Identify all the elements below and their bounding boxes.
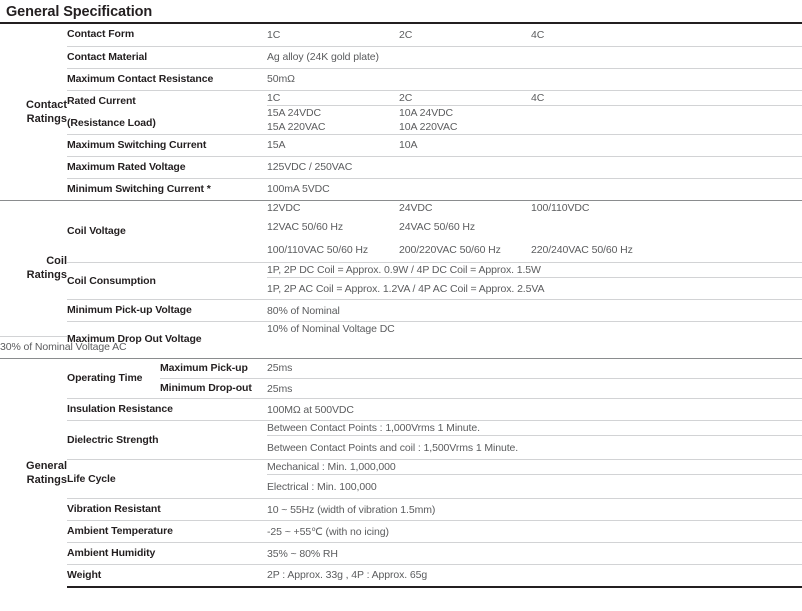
row-label: Vibration Resistant — [67, 499, 267, 521]
row-value: 10% of Nominal Voltage DC — [267, 322, 802, 337]
table-row — [0, 322, 802, 337]
general-specification-table — [0, 22, 802, 588]
section-label-line1: General — [26, 460, 67, 472]
row-value: 24VDC — [399, 201, 433, 214]
row-value — [399, 105, 531, 134]
table-row — [0, 156, 802, 178]
row-value: 35% ~ 80% RH — [267, 543, 802, 565]
row-value: 25ms — [267, 362, 293, 375]
row-value-header: 2C — [399, 90, 531, 105]
row-value-line2: 15A 220VAC — [267, 120, 326, 133]
row-value: 1P, 2P DC Coil = Approx. 0.9W / 4P DC Coil = Approx. 1.5W — [267, 263, 802, 278]
row-label: Contact Form — [67, 28, 135, 41]
row-value: 100/110VAC 50/60 Hz — [267, 244, 369, 257]
table-row — [0, 134, 802, 156]
row-value: Between Contact Points : 1,000Vrms 1 Minute. — [267, 421, 802, 436]
row-label: Coil Consumption — [67, 263, 267, 300]
row-value: 24VAC 50/60 Hz — [399, 220, 476, 233]
row-value: 125VDC / 250VAC — [267, 156, 802, 178]
table-row — [0, 90, 802, 105]
section-label-line2: Ratings — [26, 474, 67, 486]
table-row — [0, 300, 802, 322]
row-label: Ambient Humidity — [67, 543, 267, 565]
row-value: 50mΩ — [267, 68, 802, 90]
table-row — [0, 24, 802, 46]
row-label: Life Cycle — [67, 460, 267, 499]
row-value — [531, 215, 802, 239]
row-value: 25ms — [267, 379, 802, 399]
table-row — [0, 46, 802, 68]
row-value: 220/240VAC 50/60 Hz — [531, 244, 633, 257]
row-value: 100mA 5VDC — [267, 178, 802, 200]
row-value: 1C — [267, 28, 281, 41]
row-value-empty — [531, 105, 802, 134]
section-label-line2: Ratings — [26, 112, 67, 125]
row-label: Minimum Switching Current * — [67, 178, 267, 200]
row-label: Weight — [67, 565, 267, 587]
section-label-general-ratings — [0, 359, 67, 588]
page-title: General Specification — [6, 4, 153, 20]
row-label: Contact Material — [67, 46, 267, 68]
table-bottom-rule — [0, 587, 802, 588]
row-value: 100/110VDC — [531, 201, 590, 214]
table-row — [0, 336, 802, 358]
row-label: Ambient Temperature — [67, 521, 267, 543]
table-row — [0, 201, 802, 215]
row-value-header: 1C — [267, 90, 399, 105]
row-value: 80% of Nominal — [267, 300, 802, 322]
section-label-contact-ratings — [0, 24, 67, 200]
row-value: 15A — [267, 134, 399, 156]
row-label: Maximum Drop Out Voltage — [67, 322, 267, 359]
table-row — [0, 521, 802, 543]
row-value: 12VAC 50/60 Hz — [267, 220, 344, 233]
row-value: Mechanical : Min. 1,000,000 — [267, 460, 802, 475]
row-value: 2C — [399, 28, 413, 41]
table-row — [0, 499, 802, 521]
row-label — [67, 90, 267, 134]
row-value: Ag alloy (24K gold plate) — [267, 46, 802, 68]
row-label: Dielectric Strength — [67, 421, 267, 460]
row-sublabel: Minimum Drop-out — [160, 379, 267, 399]
row-label-line1: Rated Current — [67, 94, 136, 107]
section-label-line1: Contact — [26, 98, 67, 111]
row-value: 10A — [399, 134, 802, 156]
section-label-coil-ratings — [0, 201, 67, 337]
table-row — [0, 460, 802, 475]
row-value: 30% of Nominal Voltage AC — [0, 336, 267, 358]
row-label: Maximum Switching Current — [67, 134, 267, 156]
row-value: Electrical : Min. 100,000 — [267, 475, 802, 499]
row-label: Operating Time — [67, 371, 143, 384]
row-label-line2: (Resistance Load) — [67, 116, 156, 129]
row-value: 1P, 2P AC Coil = Approx. 1.2VA / 4P AC Coil = Approx. 2.5VA — [267, 278, 802, 300]
table-row — [0, 359, 802, 379]
section-label-line1: Coil — [46, 255, 67, 267]
row-value: 12VDC — [267, 201, 301, 214]
row-value: Between Contact Points and coil : 1,500Vrms 1 Minute. — [267, 436, 802, 460]
row-value-line1: 10A 24VDC — [399, 106, 453, 119]
row-value: -25 ~ +55℃ (with no icing) — [267, 521, 802, 543]
table-row — [0, 421, 802, 436]
row-value-header: 4C — [531, 90, 802, 105]
row-label: Maximum Rated Voltage — [67, 156, 267, 178]
table-row — [0, 178, 802, 200]
row-value-line2: 10A 220VAC — [399, 120, 458, 133]
row-label: Maximum Contact Resistance — [67, 68, 267, 90]
row-value: 10 ~ 55Hz (width of vibration 1.5mm) — [267, 499, 802, 521]
row-value — [267, 105, 399, 134]
row-value: 4C — [531, 28, 545, 41]
row-value: 2P : Approx. 33g , 4P : Approx. 65g — [267, 565, 802, 587]
row-sublabel: Maximum Pick-up — [160, 361, 248, 374]
row-value-line1: 15A 24VDC — [267, 106, 321, 119]
table-row — [0, 263, 802, 278]
table-row — [0, 399, 802, 421]
table-row — [0, 68, 802, 90]
row-label: Minimum Pick-up Voltage — [67, 300, 267, 322]
row-value: 200/220VAC 50/60 Hz — [399, 244, 501, 257]
row-label: Insulation Resistance — [67, 399, 267, 421]
row-label: Coil Voltage — [67, 224, 126, 237]
table-row — [0, 543, 802, 565]
row-value: 100MΩ at 500VDC — [267, 399, 802, 421]
section-label-line2: Ratings — [26, 269, 67, 281]
table-row — [0, 565, 802, 587]
